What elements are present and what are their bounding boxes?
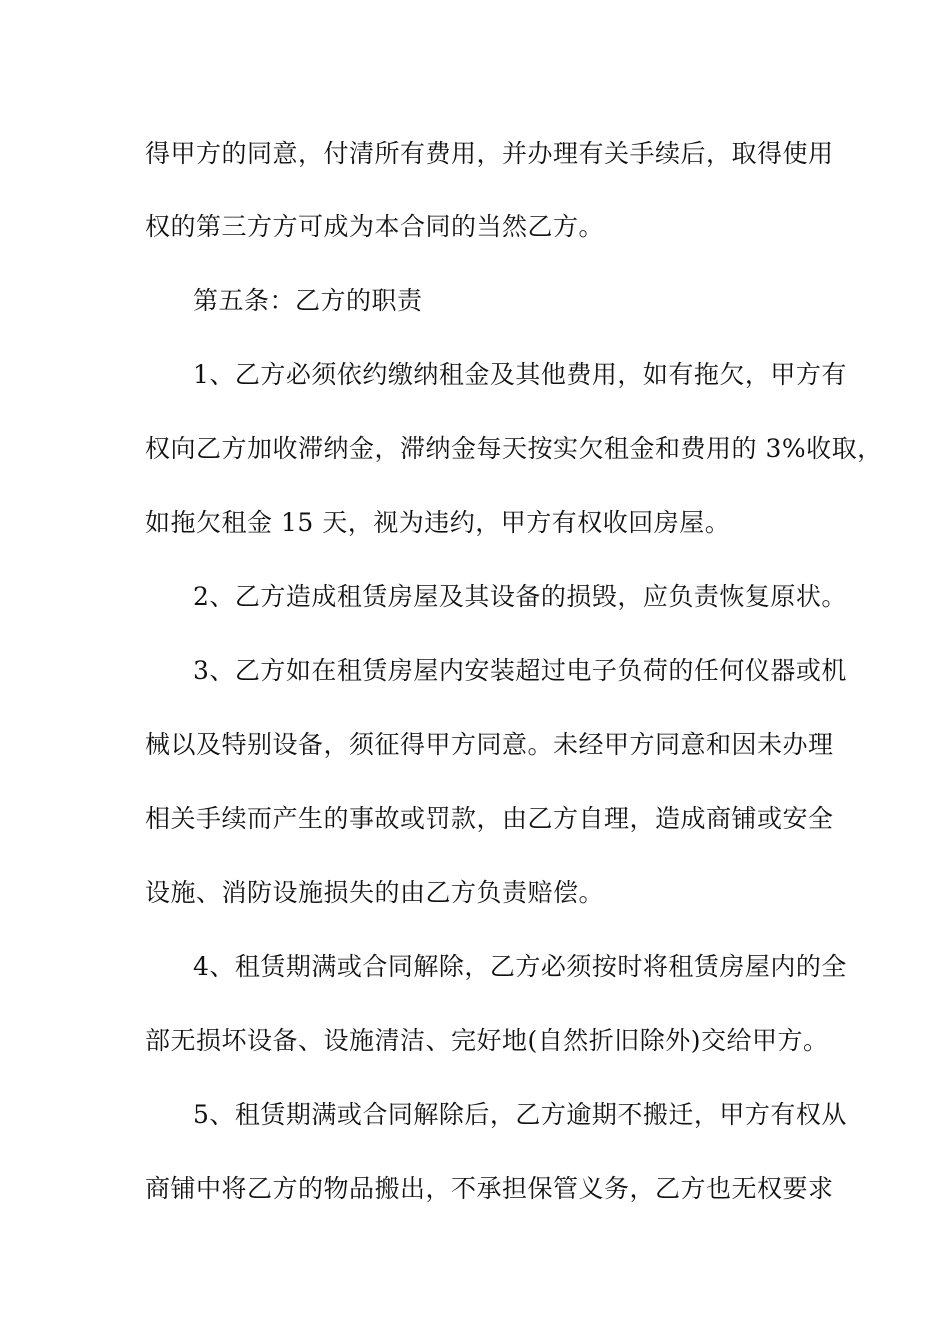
text-line: 权的第三方方可成为本合同的当然乙方。 (145, 212, 605, 241)
text-line: 部无损坏设备、设施清洁、完好地(自然折旧除外)交给甲方。 (145, 1026, 829, 1055)
text-line: 相关手续而产生的事故或罚款，由乙方自理，造成商铺或安全 (145, 804, 834, 833)
text-line: 5、租赁期满或合同解除后，乙方逾期不搬迁，甲方有权从 (193, 1100, 847, 1129)
text-line: 设施、消防设施损失的由乙方负责赔偿。 (145, 878, 605, 907)
section-heading: 第五条：乙方的职责 (193, 286, 423, 315)
text-line: 如拖欠租金 15 天，视为违约，甲方有权收回房屋。 (145, 508, 731, 537)
text-line: 2、乙方造成租赁房屋及其设备的损毁，应负责恢复原状。 (193, 582, 847, 611)
text-line: 3、乙方如在租赁房屋内安装超过电子负荷的任何仪器或机 (193, 656, 847, 685)
text-line: 得甲方的同意，付清所有费用，并办理有关手续后，取得使用 (145, 139, 834, 168)
text-line: 械以及特别设备，须征得甲方同意。未经甲方同意和因未办理 (145, 730, 834, 759)
text-line: 权向乙方加收滞纳金，滞纳金每天按实欠租金和费用的 3%收取， (145, 434, 883, 463)
text-line: 1、乙方必须依约缴纳租金及其他费用，如有拖欠，甲方有 (193, 360, 847, 389)
text-line: 4、租赁期满或合同解除，乙方必须按时将租赁房屋内的全 (193, 952, 847, 981)
text-line: 商铺中将乙方的物品搬出，不承担保管义务，乙方也无权要求 (145, 1174, 834, 1203)
